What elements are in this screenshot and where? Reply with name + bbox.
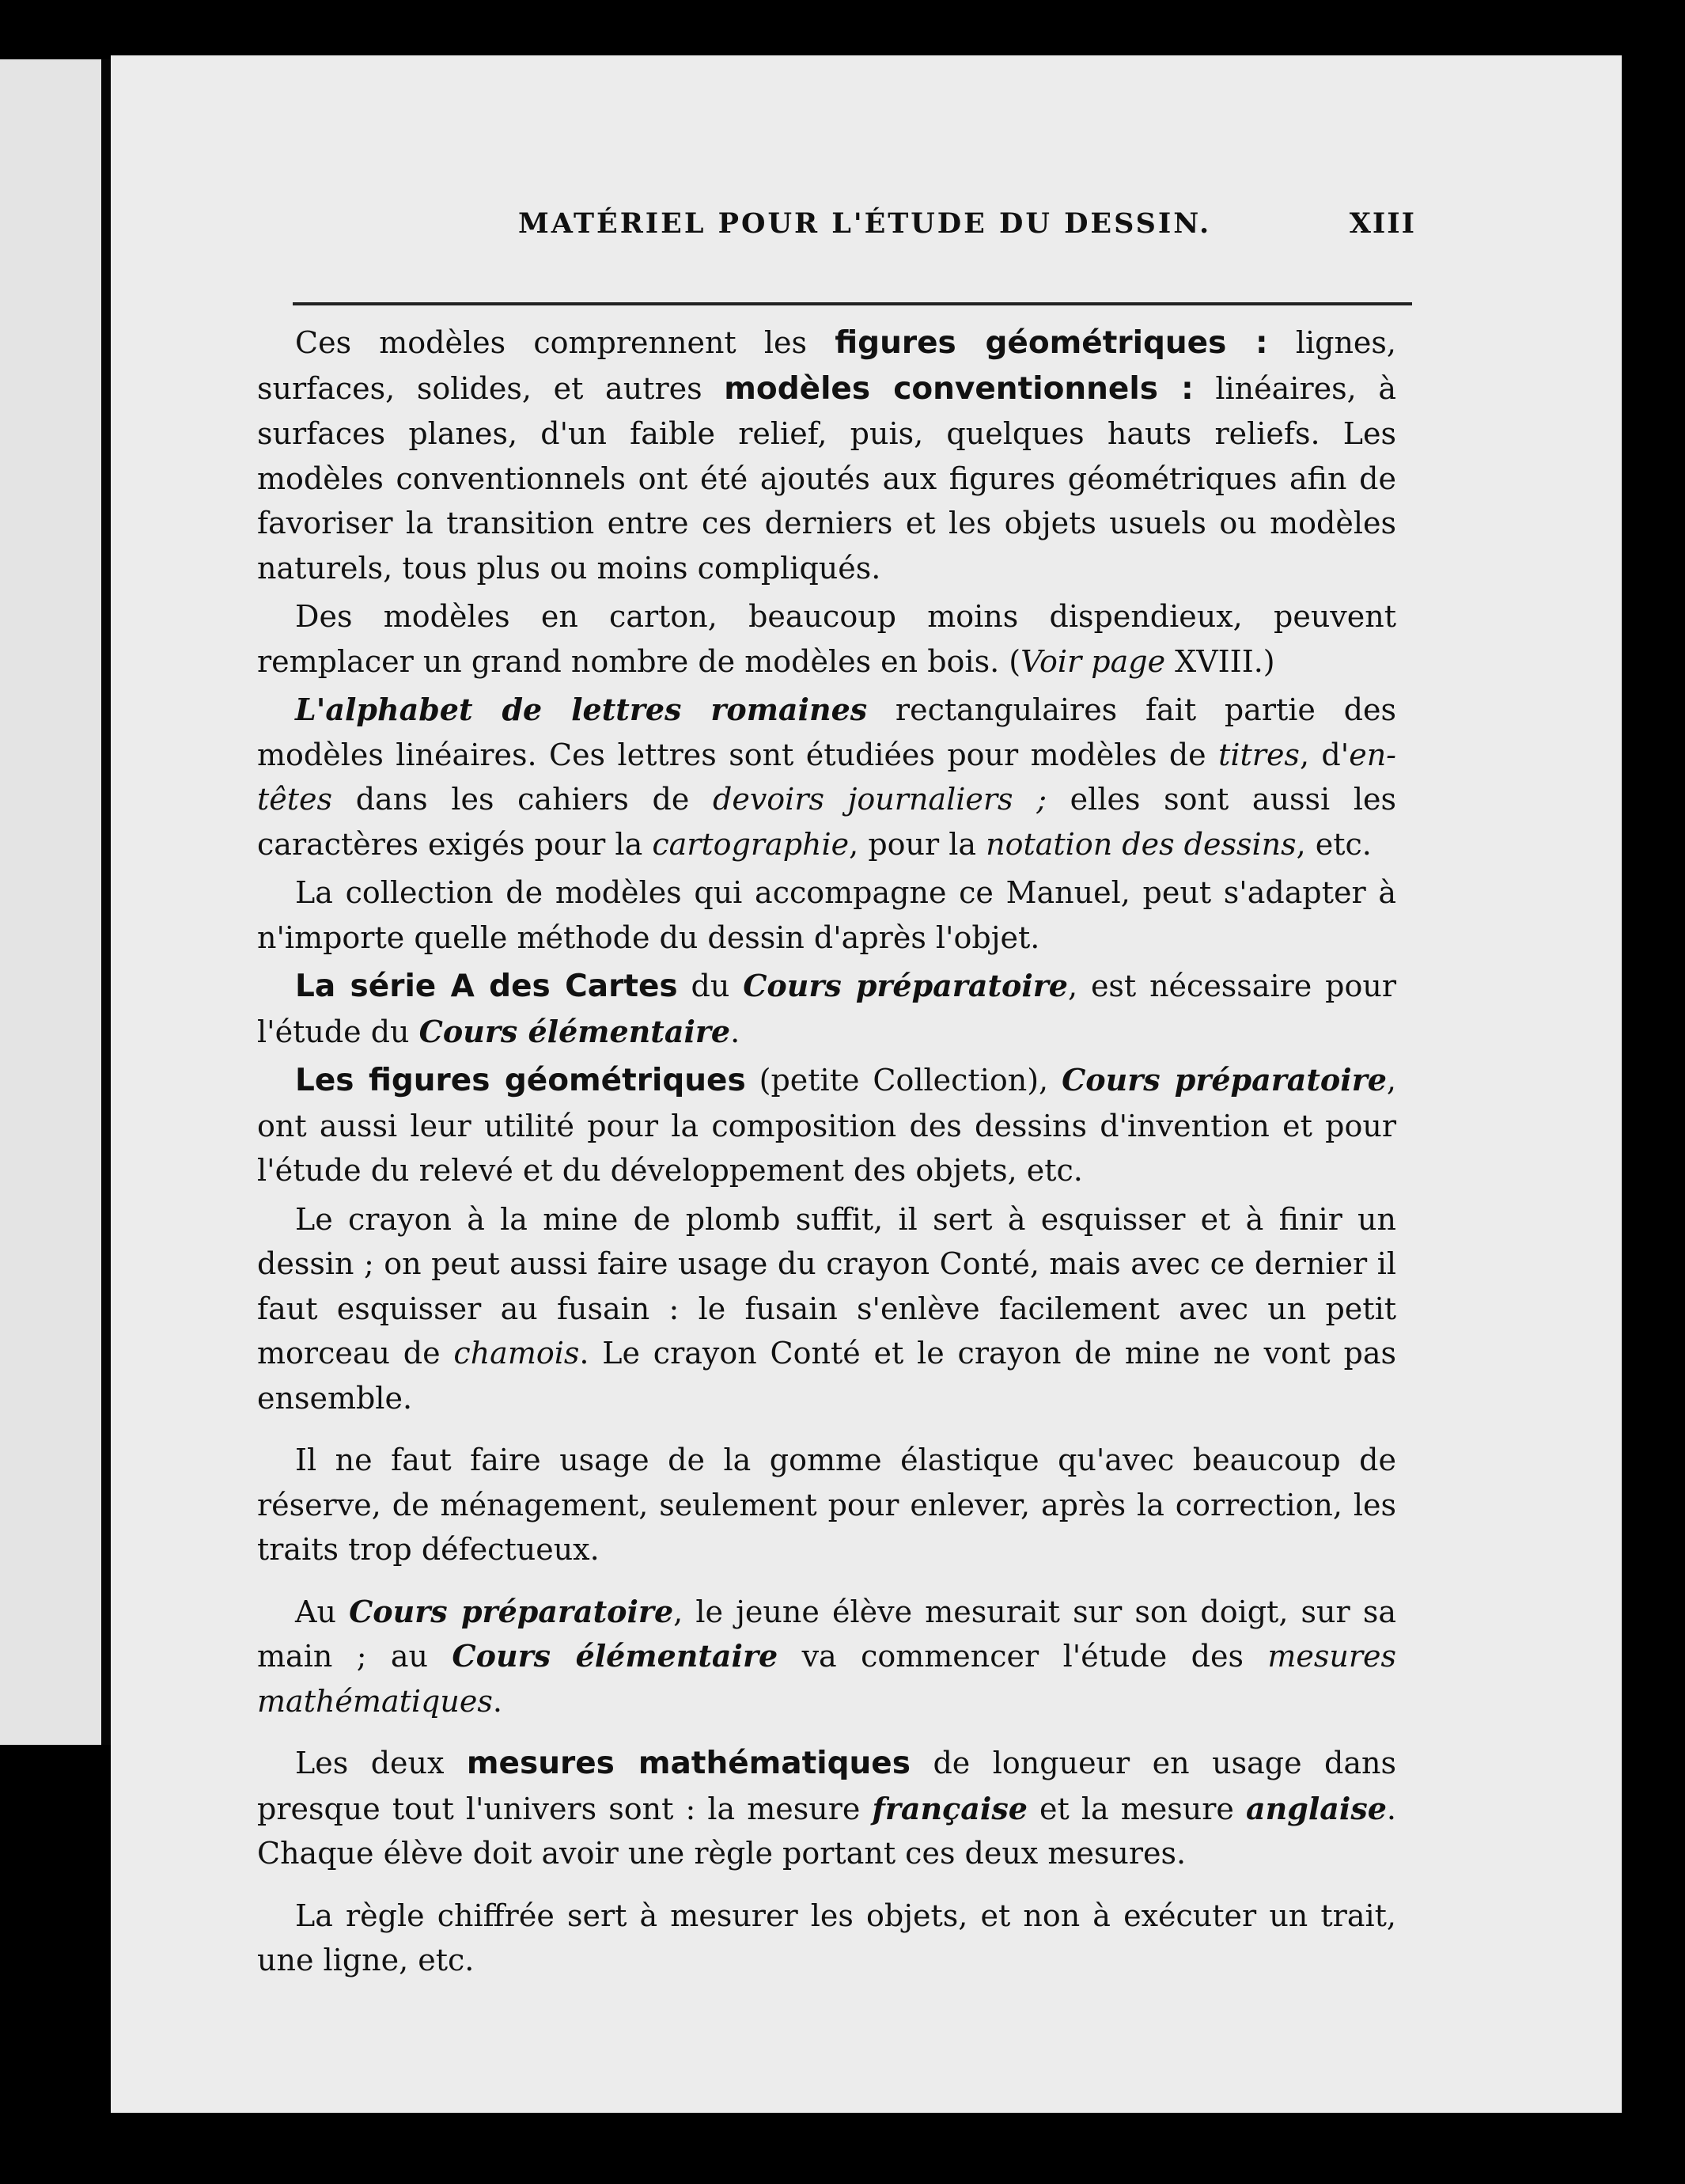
bold-italic-text: Cours préparatoire: [1062, 1062, 1387, 1098]
text-run: , etc.: [1296, 826, 1372, 862]
paragraph: [257, 1058, 1396, 1193]
text-run: Des modèles en carton, beaucoup moins dispendieux, peuvent remplacer un grand nombre de modèles en bois. (: [257, 599, 1396, 679]
italic-text: titres: [1218, 737, 1300, 772]
text-run: . Chaque élève doit avoir une règle portant ces deux mesures.: [257, 1791, 1396, 1871]
italic-text: chamois: [453, 1336, 580, 1371]
paragraph: [257, 1741, 1396, 1876]
paragraph: [257, 1590, 1396, 1724]
running-head: MATÉRIEL POUR L'ÉTUDE DU DESSIN.: [518, 207, 1212, 240]
text-run: rectangulaires fait partie des modèles linéaires. Ces lettres sont étudiées pour modèles de: [257, 692, 1396, 772]
bold-italic-text: Cours préparatoire: [743, 968, 1068, 1003]
bold-text: mesures mathématiques: [466, 1746, 911, 1781]
text-run: . Le crayon Conté et le crayon de mine ne vont pas ensemble.: [257, 1336, 1396, 1416]
text-run: .: [492, 1683, 502, 1719]
bold-italic-text: française: [872, 1790, 1028, 1826]
text-run: , le jeune élève mesurait sur son doigt, sur sa main ; au: [257, 1594, 1396, 1674]
text-run: Il ne faut faire usage de la gomme élastique qu'avec beaucoup de réserve, de ménagement, seulement pour enlever, après la correction, les traits trop défectueux.: [257, 1443, 1396, 1567]
bold-italic-text: Cours élémentaire: [452, 1638, 778, 1674]
text-run: lignes, surfaces, solides, et autres: [257, 325, 1396, 406]
paragraph: [257, 1197, 1396, 1421]
bold-italic-text: Cours élémentaire: [418, 1013, 731, 1049]
text-run: , pour la: [849, 826, 986, 862]
text-run: elles sont aussi les caractères exigés pour la: [257, 782, 1397, 862]
paragraph: [257, 1894, 1396, 1983]
bold-text: modèles conventionnels :: [724, 370, 1194, 407]
italic-text: mesures mathématiques: [257, 1639, 1396, 1719]
italic-text: en-têtes: [257, 737, 1397, 817]
header-rule: [293, 302, 1412, 305]
bold-italic-text: anglaise: [1246, 1790, 1387, 1826]
paragraph: [257, 1438, 1396, 1572]
bold-italic-text: Cours préparatoire: [349, 1593, 674, 1629]
text-run: Les deux: [295, 1746, 467, 1780]
paragraph: [257, 964, 1396, 1054]
paragraph: [257, 870, 1396, 960]
text-run: , est nécessaire pour l'étude du: [257, 969, 1396, 1049]
text-run: dans les cahiers de: [332, 782, 713, 817]
bold-italic-text: L'alphabet de lettres romaines: [295, 692, 868, 727]
text-run: du: [677, 969, 744, 1003]
text-run: linéaires, à surfaces planes, d'un faible relief, puis, quelques hauts reliefs. Les modèles conventionnels ont été ajoutés aux figures géométriques afin de favoriser la transition entre ces derniers et les objets usuels ou modèles naturels, tous plus ou moins compliqués.: [257, 370, 1396, 586]
text-run: Au: [295, 1594, 350, 1629]
italic-text: Voir page: [1020, 643, 1166, 679]
paragraph: [257, 594, 1396, 684]
text-run: va commencer l'étude des: [778, 1639, 1268, 1674]
text-run: XVIII.): [1165, 643, 1275, 679]
paragraph: [257, 320, 1396, 590]
bold-text: figures géométriques :: [835, 325, 1268, 361]
text-run: La règle chiffrée sert à mesurer les objets, et non à exécuter un trait, une ligne, etc.: [257, 1898, 1396, 1977]
paragraph: [257, 688, 1396, 866]
italic-text: cartographie: [652, 826, 850, 862]
bold-text: Les figures géométriques: [295, 1063, 746, 1098]
text-run: (petite Collection),: [745, 1063, 1062, 1098]
text-run: de longueur en usage dans presque tout l'univers sont : la mesure: [257, 1746, 1396, 1826]
page-header: [293, 207, 1416, 255]
text-run: et la mesure: [1027, 1791, 1247, 1826]
text-run: Ces modèles comprennent les: [295, 325, 835, 360]
page-number: XIII: [1349, 207, 1416, 240]
bold-text: La série A des Cartes: [295, 969, 678, 1004]
body-text: [257, 320, 1396, 1987]
text-run: , d': [1299, 737, 1350, 772]
italic-text: notation des dessins: [986, 826, 1297, 862]
italic-text: devoirs journaliers ;: [713, 782, 1047, 817]
text-run: Le crayon à la mine de plomb suffit, il sert à esquisser et à finir un dessin ; on peut aussi faire usage du crayon Conté, mais avec ce dernier il faut esquisser au fusain : le fusain s'enlève facilement avec un petit morceau de: [257, 1201, 1396, 1371]
text-run: La collection de modèles qui accompagne ce Manuel, peut s'adapter à n'importe quelle méthode du dessin d'après l'objet.: [257, 875, 1396, 955]
left-page-edge: [0, 59, 111, 1745]
text-run: , ont aussi leur utilité pour la composition des dessins d'invention et pour l'étude du relevé et du développement des objets, etc.: [257, 1063, 1397, 1188]
text-run: .: [730, 1014, 740, 1049]
